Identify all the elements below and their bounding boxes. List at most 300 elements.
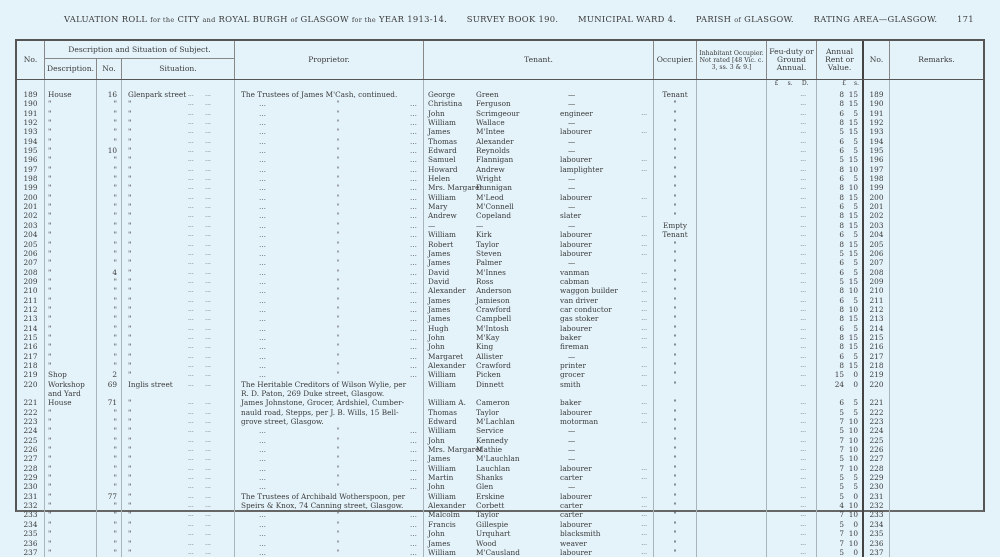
entry-number: 199 [17,183,45,192]
remarks [890,90,983,99]
tenant-surname: M'Leod [476,192,504,202]
tenant-occupation: engineer ... [560,109,653,118]
description: " [45,193,97,202]
entry-number: 221 [17,398,45,407]
rent-shillings: 15 [848,118,858,128]
remarks [890,277,983,286]
proprietor [235,520,424,529]
rent-shillings: 10 [848,454,858,464]
tenant [424,324,654,333]
rent-pounds: 5 [839,473,844,483]
tenant-surname: Jamieson [476,295,510,305]
rent-shillings: 10 [848,183,858,193]
entry-number-right: 230 [864,482,890,491]
occupier: " [654,268,697,277]
rent-pounds: 6 [839,174,844,184]
dots: ... [259,118,266,128]
proprietor-ditto: " [336,183,340,193]
tenant-occupation: labourer ... [560,324,653,333]
entry-number-right: 204 [864,230,890,239]
inhabitant-occupier [697,155,767,164]
table-row [17,426,983,435]
tenant-occupation: — [568,99,576,109]
situation: " ... [122,473,235,482]
tenant-first-name: Mrs. Margaret [428,183,483,193]
tenant-first-name: Robert [428,239,454,249]
occupier: " [654,127,697,136]
dots: ... [410,174,417,184]
street-number: " [97,501,122,510]
tenant [424,380,654,389]
table-row [17,342,983,351]
proprietor [235,127,424,136]
proprietor-ditto: " [336,435,340,445]
rent-shillings: 5 [853,295,858,305]
tenant-surname: Glen [476,482,494,492]
header-description-group: Description and Situation of Subject. [45,41,235,59]
description: House [45,90,97,99]
tenant [424,221,654,230]
remarks [890,370,983,379]
inhabitant-occupier [697,240,767,249]
entry-number-right: 220 [864,380,890,389]
rent-pounds: 7 [839,529,844,539]
annual-rent [817,165,864,174]
tenant-occupation: car conductor ... [560,305,653,314]
remarks [890,249,983,258]
table-row [17,221,983,230]
proprietor [235,539,424,548]
rent-pounds: 8 [839,220,844,230]
inhabitant-occupier [697,118,767,127]
description: " [45,221,97,230]
tenant-occupation: — [568,174,576,184]
tenant-occupation: — [568,183,576,193]
occupier: " [654,137,697,146]
entry-number-right: 203 [864,221,890,230]
remarks [890,202,983,211]
tenant-surname: M'Innes [476,267,506,277]
description: " [45,445,97,454]
situation: " ... [122,342,235,351]
entry-number-right: 214 [864,324,890,333]
inhabitant-occupier [697,501,767,510]
street-number: " [97,137,122,146]
table-row [17,436,983,445]
dots: ... [259,220,266,230]
tenant [424,361,654,370]
proprietor-ditto: " [336,286,340,296]
proprietor [235,286,424,295]
description: and Yard [45,389,97,398]
tenant [424,183,654,192]
rent-shillings: 5 [853,323,858,333]
remarks [890,127,983,136]
situation: " ... [122,361,235,370]
feu-duty: ... [767,333,817,342]
entry-number-right: 226 [864,445,890,454]
tenant-first-name: William [428,463,456,473]
annual-rent [817,268,864,277]
entry-number-right: 217 [864,352,890,361]
dots: ... [410,108,417,118]
remarks [890,342,983,351]
tenant-surname: Shanks [476,473,503,483]
annual-rent [817,127,864,136]
tenant-first-name: Thomas [428,136,457,146]
table-row [17,408,983,417]
occupier: " [654,510,697,519]
dots: ... [259,323,266,333]
occupier: " [654,109,697,118]
tenant-first-name [424,389,476,398]
tenant-occupation: — [568,220,576,230]
proprietor-ditto: " [336,370,340,380]
tenant-occupation: — [568,454,576,464]
header-no: No. [17,41,45,79]
proprietor-ditto: " [336,276,340,286]
tenant-surname: M'Kay [476,332,500,342]
remarks [890,314,983,323]
dots: ... [259,127,266,137]
remarks [890,99,983,108]
annual-rent [817,333,864,342]
proprietor-ditto: " [336,174,340,184]
remarks [890,492,983,501]
description: " [45,342,97,351]
entry-number: 213 [17,314,45,323]
annual-rent [817,464,864,473]
inhabitant-occupier [697,277,767,286]
rent-pounds: 8 [839,360,844,370]
situation: " ... [122,370,235,379]
occupier: " [654,548,697,557]
rent-shillings: 15 [848,220,858,230]
tenant-occupation [560,389,653,398]
rent-pounds: 6 [839,323,844,333]
tenant-occupation: baker ... [560,398,653,407]
entry-number: 210 [17,286,45,295]
tenant-first-name: James [428,454,451,464]
table-row [17,445,983,454]
feu-duty: ... [767,398,817,407]
entry-number-right: 221 [864,398,890,407]
proprietor [235,174,424,183]
table-row [17,99,983,108]
proprietor [235,230,424,239]
proprietor-ditto: " [336,248,340,258]
dots: ... [410,510,417,520]
dots: ... [259,519,266,529]
proprietor: R. D. Paton, 269 Duke street, Glasgow. [235,389,424,398]
inhabitant-occupier [697,520,767,529]
rent-pounds: 7 [839,463,844,473]
dots: ... [410,473,417,483]
situation: " ... [122,305,235,314]
remarks [890,183,983,192]
tenant-occupation: labourer ... [560,240,653,249]
dots: ... [259,426,266,436]
tenant-surname: Allister [476,351,503,361]
tenant-surname: Campbell [476,314,512,324]
description: " [45,305,97,314]
street-number: " [97,510,122,519]
feu-duty: ... [767,221,817,230]
tenant [424,268,654,277]
entry-number-right: 212 [864,305,890,314]
remarks [890,240,983,249]
entry-number-right [864,389,890,398]
street-number: " [97,118,122,127]
table-row [17,90,983,99]
remarks [890,482,983,491]
rent-pounds: 7 [839,445,844,455]
annual-rent [817,342,864,351]
tenant [424,137,654,146]
remarks [890,380,983,389]
feu-duty: ... [767,286,817,295]
proprietor-ditto: " [336,314,340,324]
tenant-surname: Palmer [476,258,502,268]
proprietor-ditto: " [336,510,340,520]
description: " [45,249,97,258]
street-number: " [97,211,122,220]
inhabitant-occupier [697,342,767,351]
rent-shillings: 15 [848,127,858,137]
tenant-occupation: motorman ... [560,417,653,426]
situation: " ... [122,211,235,220]
rent-shillings: 15 [848,342,858,352]
occupier: " [654,155,697,164]
table-row [17,193,983,202]
header-number: No. [97,59,122,79]
rent-pounds: 5 [839,491,844,501]
dots: ... [259,136,266,146]
table-row [17,127,983,136]
entry-number: 216 [17,342,45,351]
tenant-occupation: baker ... [560,333,653,342]
rent-pounds: 8 [839,192,844,202]
dots: ... [259,314,266,324]
rent-shillings: 0 [853,491,858,501]
entry-number: 220 [17,380,45,389]
feu-duty: ... [767,268,817,277]
rent-shillings: 15 [848,276,858,286]
tenant-occupation: labourer ... [560,492,653,501]
connector: and [202,16,216,24]
annual-rent [817,529,864,538]
situation: " ... [122,417,235,426]
burgh-label: ROYAL BURGH [218,14,288,24]
entry-number: 227 [17,454,45,463]
proprietor [235,333,424,342]
situation: " ... [122,482,235,491]
description: " [45,165,97,174]
tenant [424,342,654,351]
street-number: " [97,464,122,473]
annual-rent [817,155,864,164]
header-no-right: No. [864,41,890,79]
proprietor [235,221,424,230]
table-row [17,473,983,482]
tenant-first-name: James [428,538,451,548]
occupier: " [654,286,697,295]
tenant-first-name: Hugh [428,323,449,333]
feu-duty: ... [767,118,817,127]
tenant-occupation: — [568,445,576,455]
dots: ... [259,248,266,258]
rent-shillings: 10 [848,463,858,473]
rent-pounds: 7 [839,417,844,427]
feu-duty: ... [767,240,817,249]
situation: " ... [122,324,235,333]
street-number: " [97,305,122,314]
rent-shillings: 5 [853,407,858,417]
feu-duty: ... [767,482,817,491]
table-row [17,529,983,538]
rent-shillings: 15 [848,211,858,221]
tenant-surname: Scrimgeour [476,108,520,118]
proprietor-ditto: " [336,473,340,483]
feu-duty: ... [767,174,817,183]
entry-number: 224 [17,426,45,435]
remarks [890,501,983,510]
occupier: " [654,296,697,305]
inhabitant-occupier [697,99,767,108]
header-tenant: Tenant. [424,41,654,79]
inhabitant-occupier [697,268,767,277]
proprietor-ditto: " [336,463,340,473]
situation: " ... [122,137,235,146]
tenant-first-name: Christina [428,99,463,109]
tenant [424,482,654,491]
proprietor [235,137,424,146]
proprietor-ditto: " [336,239,340,249]
inhabitant-occupier [697,193,767,202]
header-remarks: Remarks. [918,55,955,64]
description: " [45,454,97,463]
entry-number: 207 [17,258,45,267]
tenant [424,492,654,501]
rent-pounds: 6 [839,202,844,212]
feu-duty: ... [767,539,817,548]
occupier: " [654,202,697,211]
feu-duty: ... [767,127,817,136]
annual-rent [817,492,864,501]
tenant-surname: M'Connell [476,202,514,212]
description: " [45,202,97,211]
occupier: " [654,417,697,426]
tenant-surname: Alexander [476,136,514,146]
inhabitant-occupier [697,398,767,407]
tenant [424,127,654,136]
occupier: " [654,464,697,473]
rent-shillings: 10 [848,538,858,548]
annual-rent [817,90,864,99]
description: " [45,137,97,146]
dots: ... [259,267,266,277]
street-number: " [97,445,122,454]
dots: ... [410,295,417,305]
inhabitant-occupier [697,436,767,445]
proprietor-ditto: " [336,146,340,156]
feu-duty: ... [767,155,817,164]
proprietor [235,436,424,445]
header-proprietor: Proprietor. [235,41,424,79]
tenant-occupation: labourer ... [560,193,653,202]
dots: ... [410,519,417,529]
occupier: " [654,333,697,342]
rent-pounds: 8 [839,314,844,324]
feu-duty: ... [767,249,817,258]
dots: ... [259,183,266,193]
situation: Inglis street ... [122,380,235,389]
table-row [17,165,983,174]
table-row [17,174,983,183]
entry-number-right: 196 [864,155,890,164]
rent-shillings: 10 [848,445,858,455]
rent-shillings: 5 [853,174,858,184]
tenant [424,510,654,519]
entry-number: 200 [17,193,45,202]
tenant [424,165,654,174]
annual-rent [817,520,864,529]
occupier: " [654,370,697,379]
tenant-surname: M'Lachlan [476,417,515,427]
dots: ... [410,155,417,165]
annual-rent [817,183,864,192]
entry-number-right: 225 [864,436,890,445]
header-annual-rent: Annual Rent or Value. [817,41,864,79]
tenant [424,296,654,305]
situation: " ... [122,249,235,258]
street-number: " [97,286,122,295]
situation: " ... [122,268,235,277]
entry-number-right: 237 [864,548,890,557]
tenant [424,249,654,258]
table-row [17,277,983,286]
dots: ... [410,202,417,212]
entry-number: 203 [17,221,45,230]
proprietor-ditto: " [336,360,340,370]
feu-duty: ... [767,193,817,202]
rent-shillings: 5 [853,202,858,212]
tenant-surname: Taylor [476,510,499,520]
proprietor: grove street, Glasgow. [235,417,424,426]
tenant-occupation: slater ... [560,211,653,220]
connector: for the [351,16,377,24]
situation: " ... [122,258,235,267]
remarks [890,258,983,267]
tenant-surname: Dinnett [476,379,504,389]
rent-shillings: 0 [853,370,858,380]
proprietor [235,445,424,454]
connector: of [734,16,742,24]
remarks [890,230,983,239]
tenant [424,109,654,118]
dots: ... [410,435,417,445]
inhabitant-occupier [697,305,767,314]
page-heading [64,14,974,24]
feu-duty: ... [767,454,817,463]
tenant-occupation: weaver ... [560,539,653,548]
tenant-surname: Mathie [476,445,503,455]
description: " [45,99,97,108]
rent-pounds: 5 [839,454,844,464]
inhabitant-occupier [697,146,767,155]
rent-pounds: 8 [839,99,844,109]
feu-duty: ... [767,370,817,379]
